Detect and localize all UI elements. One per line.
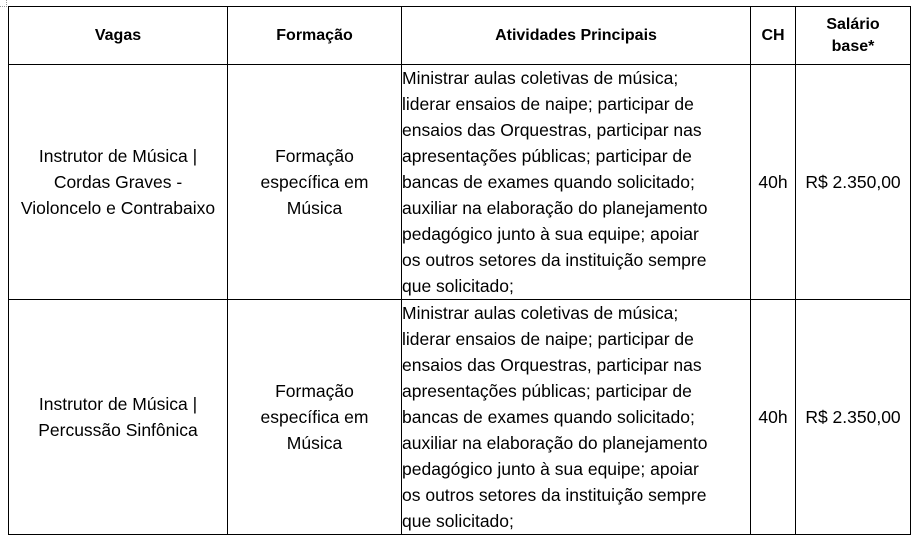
atividades-line: liderar ensaios de naipe; participar de	[402, 329, 694, 349]
formacao-line: específica em	[260, 407, 369, 427]
header-formacao: Formação	[228, 7, 402, 65]
header-salario	[796, 7, 911, 65]
vaga-line: Instrutor de Música |	[38, 146, 198, 166]
atividades-line: bancas de exames quando solicitado;	[402, 172, 695, 192]
atividades-line: apresentações públicas; participar de	[402, 146, 692, 166]
table-row	[9, 65, 911, 300]
formacao-cell	[228, 300, 402, 535]
atividades-line: Ministrar aulas coletivas de música;	[402, 68, 679, 88]
atividades-cell	[402, 65, 751, 300]
vaga-line: Cordas Graves -	[53, 172, 183, 192]
atividades-line: liderar ensaios de naipe; participar de	[402, 94, 694, 114]
header-vagas: Vagas	[9, 7, 228, 65]
atividades-line: Ministrar aulas coletivas de música;	[402, 303, 679, 323]
atividades-line: apresentações públicas; participar de	[402, 381, 692, 401]
table-header-row	[9, 7, 911, 65]
formacao-line: específica em	[260, 172, 369, 192]
vaga-line: Instrutor de Música |	[38, 394, 198, 414]
atividades-line: que solicitado;	[402, 511, 514, 531]
atividades-line: os outros setores da instituição sempre	[402, 485, 707, 505]
atividades-line: os outros setores da instituição sempre	[402, 250, 707, 270]
header-salario-line2: base*	[831, 37, 875, 55]
atividades-line: que solicitado;	[402, 276, 514, 296]
vagas-table	[8, 6, 911, 535]
header-ch: CH	[751, 7, 796, 65]
atividades-line: pedagógico junto à sua equipe; apoiar	[402, 224, 699, 244]
atividades-line: ensaios das Orquestras, participar nas	[402, 355, 702, 375]
ch-cell: 40h	[751, 300, 796, 535]
atividades-line: bancas de exames quando solicitado;	[402, 407, 695, 427]
atividades-line: auxiliar na elaboração do planejamento	[402, 198, 708, 218]
salario-cell: R$ 2.350,00	[796, 300, 911, 535]
formacao-cell	[228, 65, 402, 300]
vaga-cell	[9, 65, 228, 300]
table-row	[9, 300, 911, 535]
atividades-line: auxiliar na elaboração do planejamento	[402, 433, 708, 453]
formacao-line: Formação	[275, 381, 354, 401]
atividades-line: ensaios das Orquestras, participar nas	[402, 120, 702, 140]
header-salario-line1: Salário	[826, 15, 880, 33]
vaga-cell	[9, 300, 228, 535]
salario-cell: R$ 2.350,00	[796, 65, 911, 300]
selection-corner-marker	[0, 0, 7, 7]
formacao-line: Música	[286, 198, 343, 218]
vaga-line: Violoncelo e Contrabaixo	[20, 198, 216, 218]
vaga-line: Percussão Sinfônica	[38, 420, 198, 440]
atividades-line: pedagógico junto à sua equipe; apoiar	[402, 459, 699, 479]
formacao-line: Música	[286, 433, 343, 453]
atividades-cell	[402, 300, 751, 535]
ch-cell: 40h	[751, 65, 796, 300]
header-atividades: Atividades Principais	[402, 7, 751, 65]
formacao-line: Formação	[275, 146, 354, 166]
